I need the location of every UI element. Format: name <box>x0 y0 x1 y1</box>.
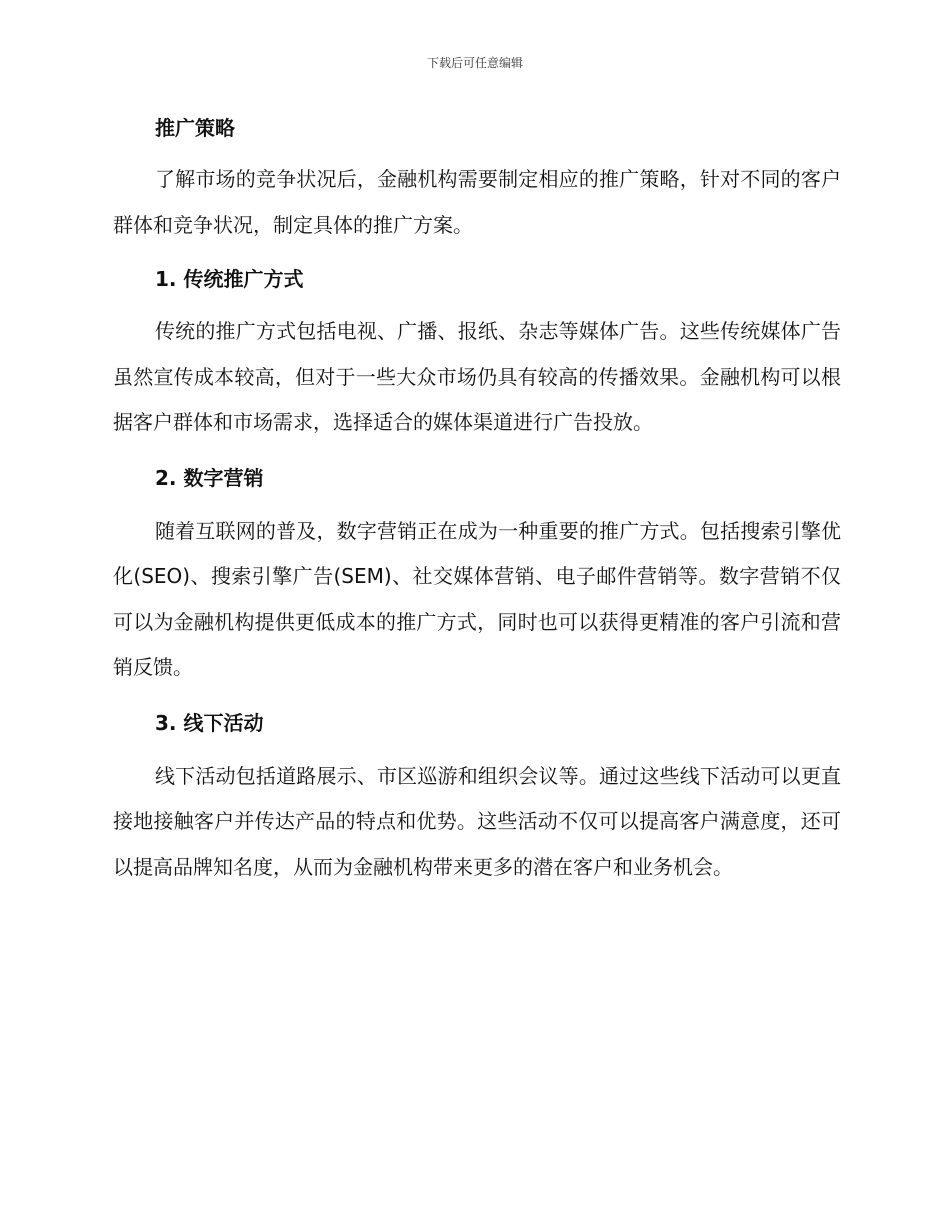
subsection-body-traditional: 传统的推广方式包括电视、广播、报纸、杂志等媒体广告。这些传统媒体广告虽然宣传成本较高，但对于一些大众市场仍具有较高的传播效果。金融机构可以根据客户群体和市场需求，选择适合的媒体渠道进行广告投放。 <box>113 319 841 434</box>
subsection-body-offline: 线下活动包括道路展示、市区巡游和组织会议等。通过这些线下活动可以更直接地接触客户并传达产品的特点和优势。这些活动不仅可以提高客户满意度，还可以提高品牌知名度，从而为金融机构带来更多的潜在客户和业务机会。 <box>113 763 841 879</box>
subsection-title-traditional: 1. 传统推广方式 <box>155 267 304 291</box>
subsection-title-digital: 2. 数字营销 <box>155 465 264 490</box>
subsection-title-offline: 3. 线下活动 <box>155 710 264 735</box>
subsection-body-digital: 随着互联网的普及，数字营销正在成为一种重要的推广方式。包括搜索引擎优化(SEO)、搜索引擎广告(SEM)、社交媒体营销、电子邮件营销等。数字营销不仅可以为金融机构提供更低成本的推广方式，同时也可以获得更精准的客户引流和营销反馈。 <box>113 518 841 679</box>
intro-paragraph: 了解市场的竞争状况后，金融机构需要制定相应的推广策略，针对不同的客户群体和竞争状况，制定具体的推广方案。 <box>113 167 841 237</box>
header-note: 下载后可任意编辑 <box>426 56 523 70</box>
section-title: 推广策略 <box>155 116 235 140</box>
document-body <box>113 112 841 890</box>
